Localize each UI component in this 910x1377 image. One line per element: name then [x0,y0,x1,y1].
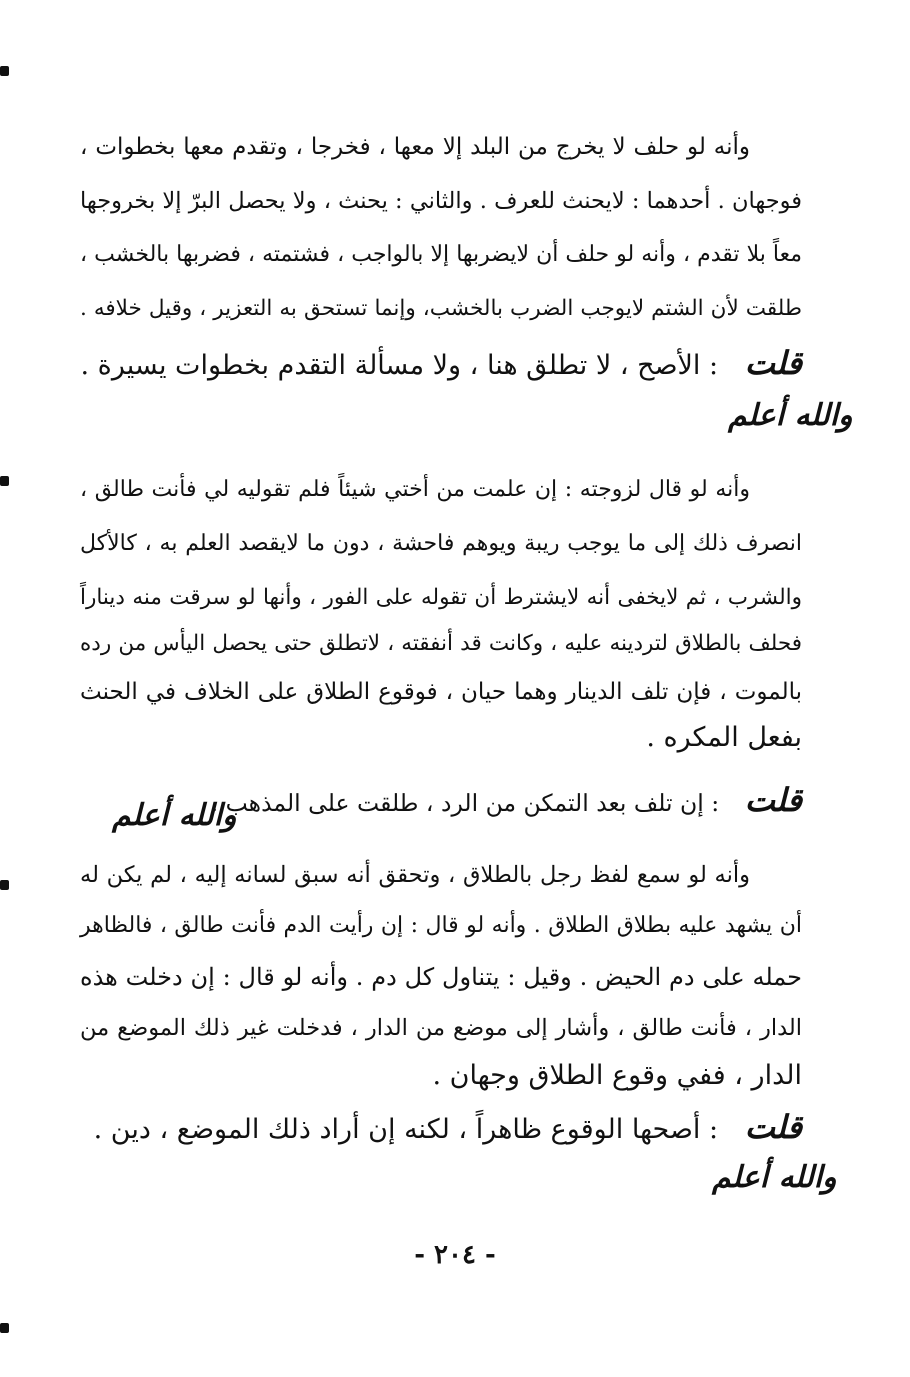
note-label: قلت [744,344,802,382]
text-line: حمله على دم الحيض . وقيل : يتناول كل دم . وأنه لو قال : إن دخلت هذه [80,963,802,991]
note-line [80,1107,802,1150]
closing-formula: والله أعلم [728,398,853,433]
text-line: معاً بلا تقدم ، وأنه لو حلف أن لايضربها إلا بالواجب ، فشتمته ، فضربها بالخشب ، [80,242,802,267]
text-line: فوجهان . أحدهما : لايحنث للعرف . والثاني : يحنث ، ولا يحصل البرّ إلا بخروجها [80,188,802,214]
note-line [80,343,802,386]
closing-formula: والله أعلم [112,798,237,833]
note-line [210,780,802,823]
note-label: قلت [744,1108,802,1146]
margin-mark [0,880,9,890]
text-line: وأنه لو قال لزوجته : إن علمت من أختي شيئاً فلم تقوليه لي فأنت طالق ، [80,477,750,502]
note-label: قلت [744,781,802,819]
text-line: وأنه لو سمع لفظ رجل بالطلاق ، وتحقق أنه سبق لسانه إليه ، لم يكن له [80,862,750,888]
text-line: والشرب ، ثم لايخفى أنه لايشترط أن تقوله على الفور ، وأنها لو سرقت منه ديناراً [80,585,802,610]
text-line: أن يشهد عليه بطلاق الطلاق . وأنه لو قال : إن رأيت الدم فأنت طالق ، فالظاهر [80,913,802,938]
margin-mark [0,1323,9,1333]
text-line: الدار ، ففي وقوع الطلاق وجهان . [432,1060,802,1091]
text-line: انصرف ذلك إلى ما يوجب ريبة ويوهم فاحشة ، دون ما لايقصد العلم به ، كالأكل [80,531,802,556]
note-text: : إن تلف بعد التمكن من الرد ، طلقت على المذهب . [210,789,720,817]
closing-formula: والله أعلم [712,1160,837,1195]
text-line: طلقت لأن الشتم لايوجب الضرب بالخشب، وإنما تستحق به التعزير ، وقيل خلافه . [80,296,802,321]
page-number: - ٢٠٤ - [414,1240,496,1270]
margin-mark [0,66,9,76]
text-line: وأنه لو حلف لا يخرج من البلد إلا معها ، فخرجا ، وتقدم معها بخطوات ، [80,134,750,160]
text-line: الدار ، فأنت طالق ، وأشار إلى موضع من الدار ، فدخلت غير ذلك الموضع من [80,1015,802,1041]
margin-mark [0,476,9,486]
text-line: بفعل المكره . [646,722,802,753]
note-text: : الأصح ، لا تطلق هنا ، ولا مسألة التقدم بخطوات يسيرة . [80,350,719,381]
text-line: فحلف بالطلاق لتردينه عليه ، وكانت قد أنفقته ، لاتطلق حتى يحصل اليأس من رده [80,631,802,656]
text-line: بالموت ، فإن تلف الدينار وهما حيان ، فوقوع الطلاق على الخلاف في الحنث [80,679,802,705]
note-text: : أصحها الوقوع ظاهراً ، لكنه إن أراد ذلك الموضع ، دين . [93,1114,719,1145]
